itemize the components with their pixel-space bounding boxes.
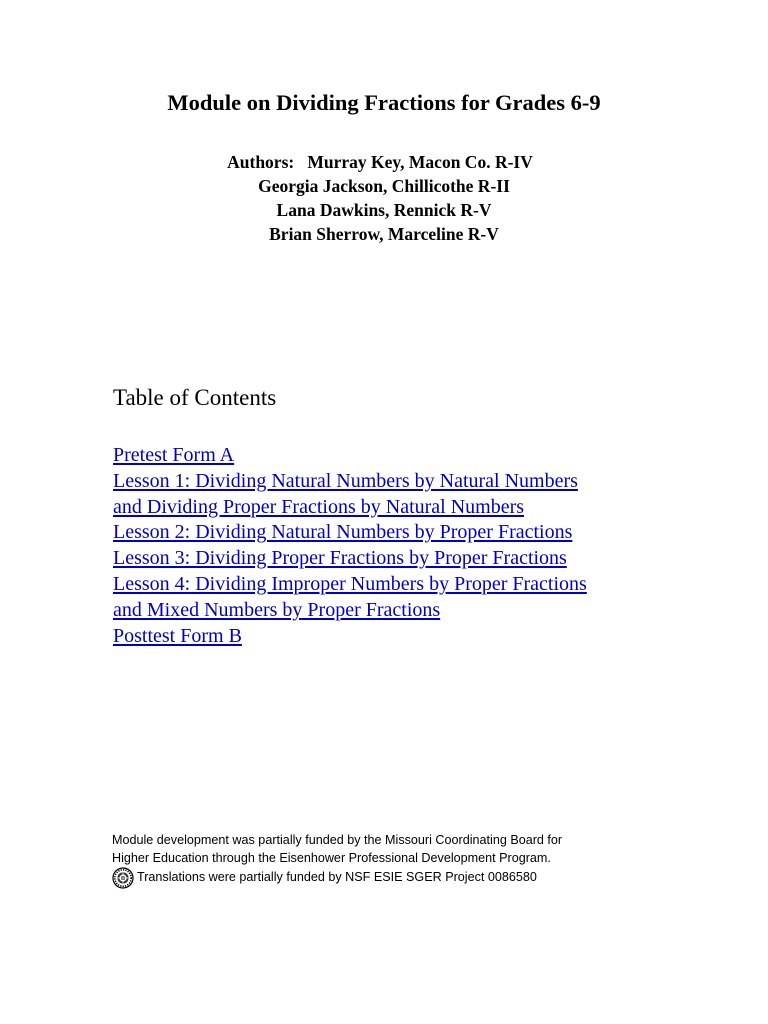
toc-link-text: and Dividing Proper Fractions by Natural Numbers: [113, 495, 525, 518]
author-line: Georgia Jackson, Chillicothe R-II: [258, 176, 510, 196]
author-line: Lana Dawkins, Rennick R-V: [276, 200, 492, 220]
toc-link-text: Lesson 4: Dividing Improper Numbers by Proper Fractions: [113, 572, 587, 595]
toc-link-text: Lesson 2: Dividing Natural Numbers by Proper Fractions: [113, 521, 573, 544]
toc-link-text: Pretest Form A: [113, 444, 235, 466]
toc-item-lesson-2: [113, 520, 587, 546]
document-title: Module on Dividing Fractions for Grades 6-9: [167, 90, 601, 115]
toc-heading: Table of Contents: [113, 385, 277, 410]
toc-link-posttest-form-b[interactable]: [113, 624, 587, 650]
author-line: Brian Sherrow, Marceline R-V: [269, 224, 499, 244]
author-line: Authors: Murray Key, Macon Co. R-IV: [227, 152, 533, 172]
funding-line: Module development was partially funded by the Missouri Coordinating Board for: [112, 833, 563, 847]
toc-link-pretest-form-a[interactable]: [113, 443, 587, 469]
toc-link-lesson-4[interactable]: [113, 572, 587, 624]
nsf-seal-icon: [112, 867, 134, 889]
toc-link-text: Posttest Form B: [113, 624, 242, 647]
toc-link-text: Lesson 1: Dividing Natural Numbers by Natural Numbers: [113, 469, 578, 492]
toc-list: [113, 443, 587, 649]
translation-note: Translations were partially funded by NSF ESIE SGER Project 0086580: [137, 870, 537, 885]
toc-item-posttest: [113, 624, 587, 650]
toc-item-lesson-1: [113, 469, 587, 521]
translation-note-row: [112, 867, 562, 889]
toc-item-lesson-3: [113, 546, 587, 572]
funding-line: Higher Education through the Eisenhower Professional Development Program.: [112, 850, 551, 865]
toc-link-lesson-3[interactable]: [113, 546, 587, 572]
toc-link-text: and Mixed Numbers by Proper Fractions: [113, 598, 441, 621]
toc-link-lesson-1[interactable]: [113, 469, 587, 521]
authors-block: [0, 150, 768, 246]
toc-link-text: Lesson 3: Dividing Proper Fractions by Proper Fractions: [113, 547, 567, 570]
toc-item-pretest: [113, 443, 587, 469]
toc-item-lesson-4: [113, 572, 587, 624]
toc-link-lesson-2[interactable]: [113, 520, 587, 546]
funding-footer: [112, 832, 562, 889]
